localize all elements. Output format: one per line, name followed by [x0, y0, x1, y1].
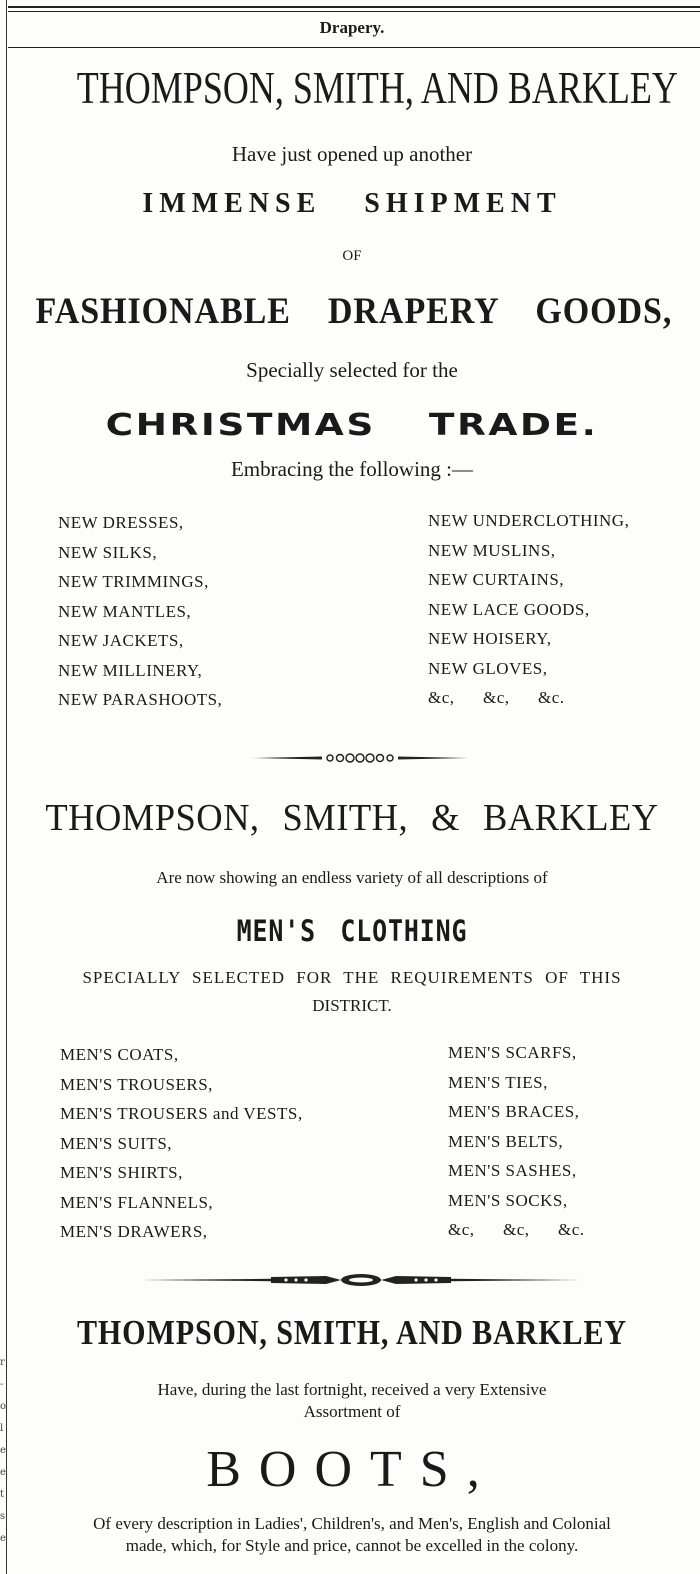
list-item: NEW MILLINERY, [58, 660, 203, 680]
list-item: MEN'S BELTS, [448, 1131, 564, 1151]
list-item: NEW GLOVES, [428, 658, 548, 678]
ad2-firm-name: THOMPSON, SMITH, & BARKLEY [45, 797, 659, 839]
ad1-firm-name: THOMPSON, SMITH, AND BARKLEY [76, 63, 678, 113]
gutter-letter: s [0, 1511, 6, 1522]
list-item: MEN'S SUITS, [60, 1133, 173, 1153]
ad2-line-showing: Are now showing an endless variety of all descriptions of [156, 868, 548, 887]
list-item: NEW MANTLES, [58, 601, 192, 621]
list-item: &c, &c, &c. [428, 688, 565, 707]
gutter-letter: e [0, 1467, 6, 1478]
ad3-line-boots: BOOTS, [206, 1441, 498, 1498]
column-rule [6, 0, 7, 1574]
list-item: MEN'S TROUSERS and VESTS, [60, 1104, 303, 1123]
ad1-line-christmas: CHRISTMAS TRADE. [105, 408, 599, 443]
ad1-line-of: OF [342, 248, 362, 264]
list-item: MEN'S DRAWERS, [60, 1222, 208, 1241]
ad2-items-left [60, 1040, 303, 1247]
list-item: NEW PARASHOOTS, [58, 690, 223, 709]
ornament-divider-large [141, 1272, 581, 1288]
ad1-line-fashionable: FASHIONABLE DRAPERY GOODS, [35, 291, 673, 332]
ad3-line-assortment: Assortment of [303, 1402, 401, 1421]
list-item: MEN'S TIES, [448, 1072, 548, 1092]
list-item: &c, &c, &c. [448, 1220, 585, 1239]
ad2-items-right [448, 1038, 585, 1245]
gutter-letter: l [0, 1423, 4, 1434]
list-item: MEN'S SASHES, [448, 1161, 577, 1180]
gutter-letter: - [0, 1379, 4, 1390]
ad3-firm-name: THOMPSON, SMITH, AND BARKLEY [76, 1313, 628, 1352]
list-item: NEW TRIMMINGS, [58, 572, 209, 591]
ad1-line-embracing: Embracing the following :— [230, 457, 474, 481]
ad3-line-colony: made, which, for Style and price, cannot be excelled in the colony. [125, 1536, 579, 1555]
ad2-line-requirements: SPECIALLY SELECTED FOR THE REQUIREMENTS OF THIS [82, 968, 622, 987]
gutter-letter: e [0, 1445, 6, 1456]
list-item: MEN'S FLANNELS, [60, 1192, 214, 1212]
ad1-items-left [58, 508, 222, 715]
ad2-line-mens-clothing: MEN'S CLOTHING [236, 914, 468, 948]
ad1-line-opened: Have just opened up another [231, 142, 473, 166]
advertisement-column [8, 0, 696, 1574]
gutter-letter: o [0, 1401, 7, 1412]
section-heading: Drapery. [319, 18, 385, 37]
ad1-line-selected: Specially selected for the [246, 358, 458, 382]
list-item: NEW SILKS, [58, 542, 158, 562]
list-item: NEW UNDERCLOTHING, [428, 511, 630, 530]
list-item: MEN'S SOCKS, [448, 1190, 568, 1210]
list-item: MEN'S BRACES, [448, 1102, 580, 1121]
list-item: MEN'S SHIRTS, [60, 1163, 183, 1182]
list-item: NEW LACE GOODS, [428, 599, 590, 619]
list-item: NEW JACKETS, [58, 631, 184, 650]
ad1-line-shipment: IMMENSE SHIPMENT [142, 188, 562, 219]
list-item: NEW HOISERY, [428, 629, 552, 648]
adjacent-column-fragment [0, 1352, 6, 1550]
ad2-line-district: DISTRICT. [312, 996, 392, 1015]
list-item: NEW DRESSES, [58, 513, 184, 532]
gutter-letter: r [0, 1357, 5, 1368]
list-item: NEW MUSLINS, [428, 540, 556, 560]
gutter-letter: t [0, 1489, 5, 1500]
ad1-items-right [428, 506, 629, 713]
list-item: NEW CURTAINS, [428, 570, 565, 589]
gutter-letter: e [0, 1533, 6, 1544]
list-item: MEN'S TROUSERS, [60, 1074, 213, 1094]
ornament-divider-small [252, 752, 468, 764]
list-item: MEN'S COATS, [60, 1045, 179, 1064]
list-item: MEN'S SCARFS, [448, 1043, 577, 1062]
ad3-line-received: Have, during the last fortnight, received a very Extensive [157, 1380, 547, 1399]
ad3-line-description: Of every description in Ladies', Children's, and Men's, English and Colonial [93, 1514, 611, 1533]
